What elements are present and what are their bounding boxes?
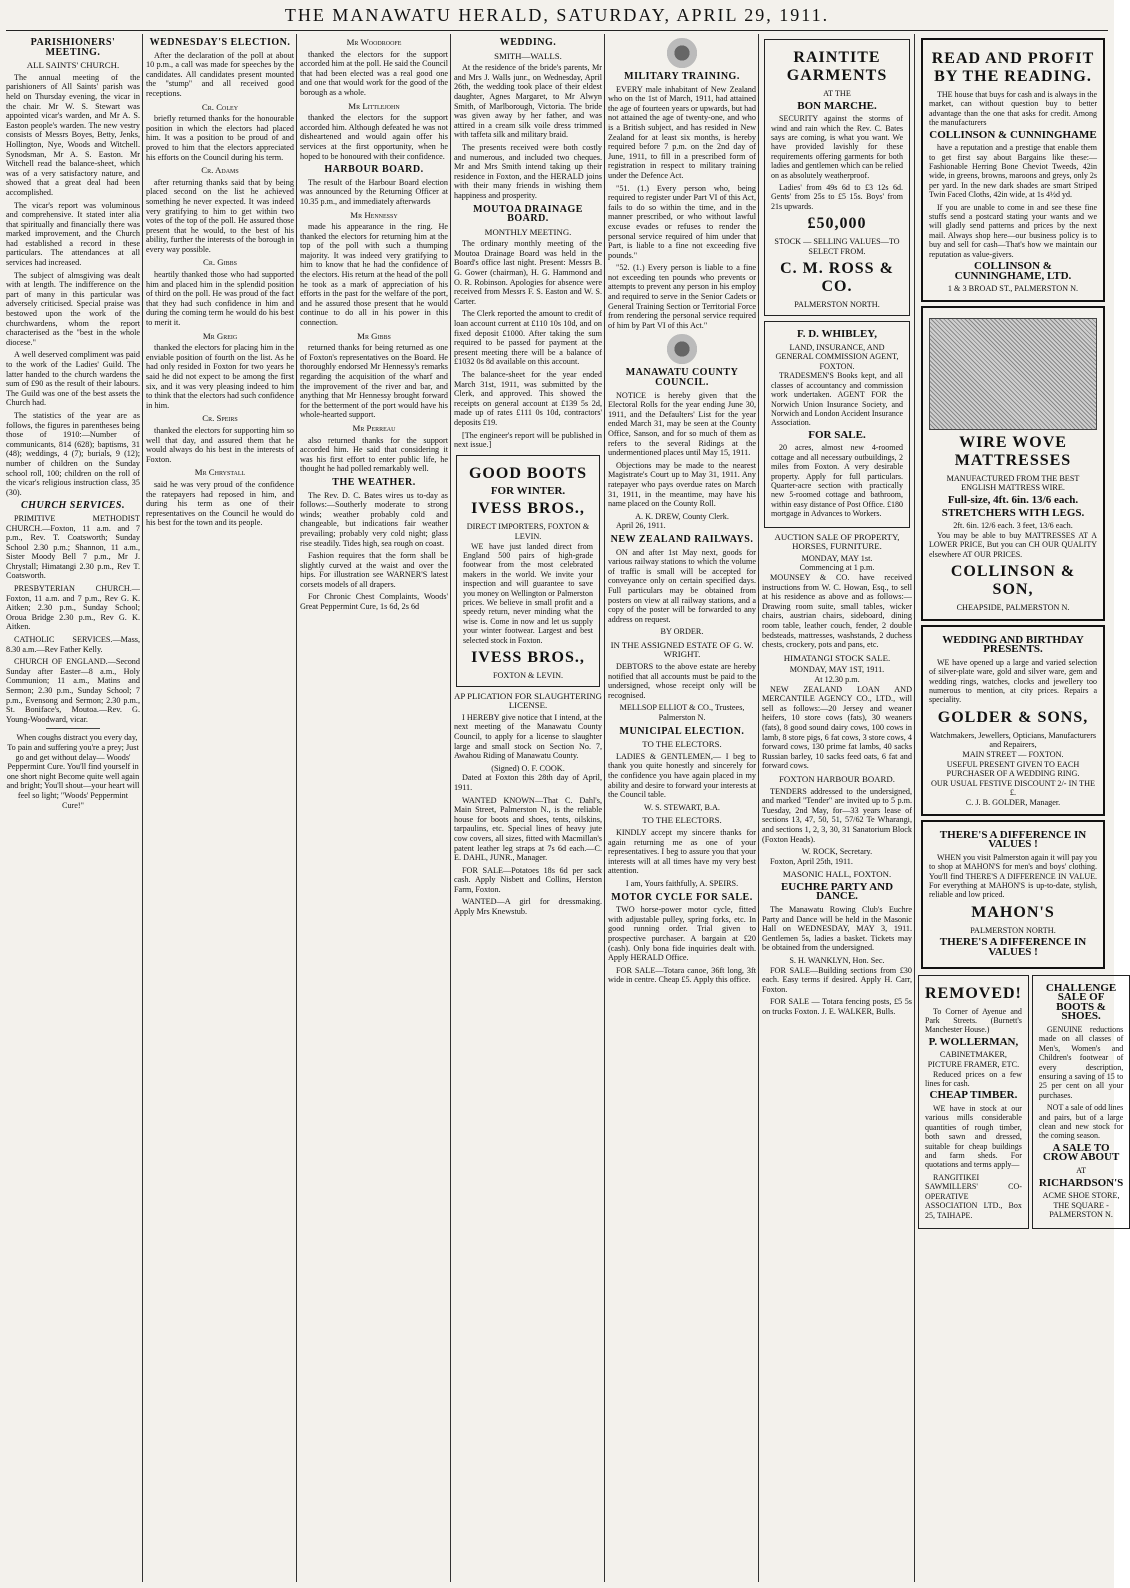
column-rule — [296, 34, 297, 1582]
advert-price: Full-size, 4ft. 6in. 13/6 each. — [947, 494, 1079, 507]
article-paragraph: The statistics of the year are as follows, the figures in parentheses being those of 1910:—Number of communicants, 814 (628); baptisms, 31 (48); weddings, 4 (7); burials, 9 (12); number of children on the Sunday school roll, 100; children on the roll of the vicar's religious instruction class, 35 (30). — [6, 410, 140, 497]
advert-firm: P. WOLLERMAN, — [928, 1035, 1019, 1048]
advert-text: NOT a sale of odd lines and pairs, but of a large clean and new stock for the coming season. — [1038, 1103, 1124, 1141]
article-paragraph: thanked the electors for placing him in the enviable position of fourth on the list. As he had only resided in Foxton for two years he said he did not expect to be among the first six, and it was very pleasing indeed to him to think that the electors had such confidence in him. — [146, 343, 295, 410]
speaker-name: Mr Littlejohn — [348, 100, 400, 111]
richardson-advert — [1032, 975, 1130, 1229]
advert-firm: IVESS BROS., — [471, 500, 585, 518]
article-paragraph: NEW ZEALAND LOAN AND MERCANTILE AGENCY CO., LTD., will sell as follows:—20 Jersey and weaner heifers, 10 store cows (fats), 30 weaners (fats), 8 good sound dairy cows, 100 cows in lamb, 8 store pigs, 6 fat cows, 3 store cows, 4 forward cows, 130 prime fat lambs, 40 sacks Russian barley, 10 sacks feed oats, 6 fat and forward cows. — [762, 684, 912, 771]
article-paragraph: also returned thanks for the support accorded him. He said that considering it was his first effort to enter public life, he thought he had polled remarkably well. — [300, 435, 448, 474]
municipal-election-heading: MUNICIPAL ELECTION. — [619, 725, 745, 737]
article-paragraph: heartily thanked those who had supported him and placed him in the splendid position of third on the poll. He was proud of the fact that they had such confidence in him and during the coming term he would do his best to merit it. — [146, 270, 294, 328]
whibley-advert — [764, 321, 910, 528]
masonic-hall-heading: MASONIC HALL, FOXTON. — [782, 869, 892, 880]
advert-text: WE have in stock at our various mills considerable quantities of rough timber, both sawn and dressed, suitable for cheap buildings and farm sheds. For quotations and terms apply— — [925, 1104, 1022, 1170]
advert-sale: A SALE TO CROW ABOUT — [1042, 1141, 1120, 1164]
mahons-advert — [921, 820, 1105, 969]
advert-discount: OUR USUAL FESTIVE DISCOUNT 2/- IN THE £. — [930, 778, 1096, 798]
speaker-name: Cr. Adams — [201, 165, 239, 176]
article-paragraph: The subject of almsgiving was dealt with at length. The indifference on the part of many in this particular was adversely criticised. Special praise was bestowed upon the work of the churchwardens, whom the report characterised as the "best in the whole diocese." — [6, 270, 140, 347]
service-entry: CHURCH OF ENGLAND.—Second Sunday after Easter—8 a.m., Holy Communion; 11 a.m., Matins and Sermon; 2.30 p.m., Sunday School; 7 p.m., Evensong and Sermon; 2.30 p.m., St. Boniface's, Moutoa.—Rev. G. Young-Woodward, vicar. — [6, 657, 140, 724]
classified-ad: WANTED KNOWN—That C. Dahl's, Main Street, Palmerston N., is the reliable house for boots and shoes, tents, oilskins, tarpaulins, etc. Special lines of heavy jute cow covers, all sizes, fitted with Macmillan's patent leather leg straps at 7s 6d each.—C. E. DAHL, JUNR., Manager. — [454, 795, 602, 863]
advert-store: BON MARCHE. — [797, 99, 877, 112]
article-paragraph: returned thanks for being returned as one of Foxton's representatives on the Board. He thoroughly endorsed Mr Hennessy's remarks regarding the acquisition of the wharf and the improvement of the river and bar, and anything that Mr Hennessy brought forward for the betterment of the port would have his whole-hearted support. — [300, 343, 448, 420]
advert-title: GOOD BOOTS — [468, 464, 588, 482]
motor-cycle-heading: MOTOR CYCLE FOR SALE. — [611, 891, 753, 903]
advert-amount: £50,000 — [807, 215, 867, 233]
article-paragraph: The balance-sheet for the year ended March 31st, 1911, was submitted by the Clerk, and approved. This showed the receipts on general account at £139 5s 2d, made up of rates £111 0s 10d, contractors' deposits £19. — [454, 370, 602, 427]
article-paragraph: NOTICE is hereby given that the Electoral Rolls for the year ending June 30, 1911, and the Defaulters' List for the year ended March 31, may be seen at the County Office, Sanson, and for so much of them as refers to the several Ridings at the undermentioned places until May 15, 1911. — [608, 390, 756, 458]
drainage-subheading: MONTHLY MEETING. — [484, 226, 572, 237]
military-training-heading: MILITARY TRAINING. — [624, 71, 740, 82]
advert-title: READ AND PROFIT BY THE READING. — [931, 50, 1095, 85]
date: Foxton, April 25th, 1911. — [770, 856, 853, 866]
advert-firm: C. M. ROSS & CO. — [780, 260, 894, 296]
speaker-name: Mr Chrystall — [194, 467, 246, 478]
speaker-name: Cr. Gibbs — [203, 257, 237, 268]
advert-gift: USEFUL PRESENT GIVEN TO EACH PURCHASER OF A WEDDING RING. — [946, 759, 1080, 779]
advert-firm: GOLDER & SONS, — [937, 708, 1089, 726]
article-paragraph: "52. (1.) Every person is liable to a fine not exceeding ten pounds who prevents or attempts to prevent any person in his employ and required to serve in the Senior Cadets or General Training Section or Territorial Force from rendering the personal service required of him by Part VI of this Act." — [608, 263, 756, 330]
article-paragraph: KINDLY accept my sincere thanks for again returning me as one of your representatives. I beg to assure you that your interests will at all times have my very best attention. — [608, 827, 756, 876]
advert-firm: IVESS BROS., — [471, 649, 585, 666]
estate-heading: IN THE ASSIGNED ESTATE OF G. W. WRIGHT. — [610, 639, 754, 660]
advert-at: AT THE — [823, 89, 851, 98]
date: April 26, 1911. — [616, 521, 666, 531]
drainage-board-heading: MOUTOA DRAINAGE BOARD. — [473, 203, 583, 225]
harbour-board-heading: HARBOUR BOARD. — [324, 164, 424, 176]
article-paragraph: The result of the Harbour Board election was announced by the Returning Officer at 10.35 p.m., and immediately afterwards — [300, 177, 448, 206]
signature: S. H. WANKLYN, Hon. Sec. — [789, 956, 885, 966]
notice-text: I HEREBY give notice that I intend, at the next meeting of the Manawatu County Council, to apply for a license to slaughter large and small stock on Section No. 7, Awahou Riding of Manawatu County. — [454, 712, 602, 761]
advert-price: 2ft. 6in. 12/6 each. 3 feet, 13/6 each. — [953, 521, 1073, 531]
article-paragraph: The vicar's report was voluminous and comprehensive. It stated inter alia that spiritually and financially there was marked improvement, and the Church had established a record in these particulars. The attendances at all services had increased. — [6, 200, 140, 268]
county-council-heading: MANAWATU COUNTY COUNCIL. — [625, 367, 739, 389]
article-paragraph: The ordinary monthly meeting of the Moutoa Drainage Board was held in the Board's office last night. Present: Messrs B. G. Gower (chairman), H. G. Hammond and O. R. Robinson. Apologies for absence were received from Messrs F. S. Easton and W. S. Carter. — [454, 239, 602, 306]
royal-crest-icon — [662, 38, 702, 68]
advert-store: ACME SHOE STORE, — [1042, 1191, 1120, 1201]
advert-text: have a reputation and a prestige that enable them to get first say about Bargains like these:—Fashionable Herring Bone Cheviot Tweeds, 42in wide, in greens, browns, maroons and greys, only 2s per yard. In the new dark shades are smart Striped Twin Faced Cloths, 42in wide, at 1s 4½d yd. — [929, 143, 1097, 200]
advert-line: DIRECT IMPORTERS, FOXTON & LEVIN. — [466, 522, 590, 541]
wollerman-advert — [918, 975, 1029, 1229]
service-entry: CATHOLIC SERVICES.—Mass, 8.30 a.m.—Rev Father Kelly. — [6, 635, 140, 654]
speaker-name: Mr Gibbs — [357, 330, 391, 341]
service-entry: PRESBYTERIAN CHURCH.—Foxton, 11 a.m. and 7 p.m., Rev G. K. Aitken; 2.30 p.m., Sunday School; Oroua Bridge 2.30 p.m., Rev G. K. Aitken. — [6, 584, 140, 632]
article-paragraph: ON and after 1st May next, goods for various railway stations to which the volume of traffic is small will be accepted for conveyance only on certain specified days. Full particulars may be obtained from posters on view at all railway stations, and a copy of the poster will be forwarded to any address on request. — [608, 547, 756, 624]
classified-ad: FOR SALE—Building sections from £30 each. Easy terms if desired. Apply H. Carr, Foxton. — [762, 965, 912, 994]
article-paragraph: At the residence of the bride's parents, Mr and Mrs J. Walls junr., on Wednesday, April 26th, the wedding took place of their eldest daughter, Agnes Margaret, to Mr Alwyn Smith, of Marlborough, Victoria. The bride was given away by her father, and was attired in a cream silk voile dress trimmed with taffeta silk and military braid. — [454, 63, 602, 140]
article-paragraph: For Chronic Chest Complaints, Woods' Great Peppermint Cure, 1s 6d, 2s 6d — [300, 592, 448, 612]
advert-firm: RICHARDSON'S — [1038, 1176, 1124, 1189]
article-paragraph: A well deserved compliment was paid to the work of the Ladies' Guild. The latter handed to the church wardens the sum of £90 as the result of their labours. The Guild was one of the best assets the Church had. — [6, 350, 140, 408]
advert-text: WE have opened up a large and varied selection of silver-plate ware, gold and silver ware, gem and wedding rings, watches, clocks and jewellery too numerous to mention, at city prices. Repairs a speciality. — [929, 657, 1097, 705]
speaker-name: Mr Hennessy — [350, 209, 398, 220]
advert-title: WIRE WOVE MATTRESSES — [954, 433, 1072, 469]
article-paragraph: briefly returned thanks for the honourable position in which the electors had placed him. It was a position to be proud of and proved to him that the electors appreciated his efforts on the Council during his term. — [146, 114, 294, 162]
article-paragraph: made his appearance in the ring. He thanked the electors for returning him at the top of the poll with such a thumping majority. It was indeed very gratifying to him to know that he had the confidence of the electors. His return at the head of the poll he took as a mark of appreciation of his efforts in the past for the welfare of the port, and he assured those present that he would continue to do all in his power in this connection. — [300, 222, 448, 328]
auction-date: MONDAY, MAY 1st. — [801, 553, 873, 563]
article-paragraph: thanked the electors for the support accorded him at the poll. He said the Council that had been elected was a real good one and one that would work for the good of the borough as a whole. — [300, 49, 449, 97]
signature: W. ROCK, Secretary. — [801, 847, 873, 857]
article-paragraph: After the declaration of the poll at about 10 p.m., a call was made for speeches by the candidates. All candidates present mounted the "stump" and all received good receptions. — [146, 50, 294, 98]
article-paragraph: [The engineer's report will be published in next issue.] — [454, 430, 602, 450]
royal-crest-icon — [662, 334, 702, 364]
article-paragraph: Fashion requires that the form shall be slightly curved at the waist and over the hips. For illustration see WARNER'S latest corsets models of all drapers. — [300, 551, 448, 589]
speaker-name: Cr. Speirs — [202, 413, 238, 424]
column-rule — [450, 34, 451, 1582]
advert-subtitle: LAND, INSURANCE, AND GENERAL COMMISSION AGENT, FOXTON. — [775, 342, 899, 371]
advert-firm: F. D. WHIBLEY, — [797, 328, 877, 341]
advert-text: You may be able to buy MATTRESSES AT A LOWER PRICE, But you can CH OUR QUALITY elsewhere AT OUR PRICES. — [929, 530, 1097, 559]
auction-time: Commencing at 1 p.m. — [799, 563, 875, 573]
advert-address: MAIN STREET — FOXTON. — [962, 750, 1064, 760]
article-paragraph: DEBTORS to the above estate are hereby notified that all accounts must be paid to the undersigned, whose receipt only will be recognised. — [608, 662, 756, 700]
advert-stock: STOCK — SELLING VALUES—TO SELECT FROM. — [774, 237, 900, 256]
article-paragraph: thanked the electors for supporting him so well that day, and assured them that he would always do his best in the interests of Foxton. — [146, 425, 294, 464]
wedding-subheading: SMITH—WALLS. — [494, 50, 562, 61]
advert-title: THERE'S A DIFFERENCE IN VALUES ! — [939, 828, 1087, 851]
article-paragraph: thanked the electors for the support accorded him. Although defeated he was not disheartened and would again offer his services at the first opportunity, when he hoped to be honoured with their confidence. — [300, 113, 448, 161]
column-3 — [300, 34, 448, 1582]
advert-trade: CABINETMAKER, PICTURE FRAMER, ETC. — [927, 1050, 1020, 1070]
stock-sale-heading: HIMATANGI STOCK SALE. — [783, 652, 891, 663]
column-2 — [146, 34, 294, 1582]
verse: When coughs distract you every day, To pain and suffering you're a prey; Just go and get without delay— Woods' Peppermint Cure. You'll find yourself in one short night Become quite well again and bright; You'll shout—your heart will feel so light; "Woods' Peppermint Cure!" — [6, 733, 140, 810]
advert-title: REMOVED! — [925, 984, 1022, 1002]
to-electors: TO THE ELECTORS. — [642, 739, 722, 750]
classified-ad: WANTED—A girl for dressmaking. Apply Mrs Knewstub. — [454, 897, 602, 917]
advert-legs: STRETCHERS WITH LEGS. — [941, 506, 1085, 519]
advert-address: CHEAPSIDE, PALMERSTON N. — [956, 603, 1070, 613]
advert-firm: COLLINSON & CUNNINGHAME, LTD. — [954, 260, 1072, 282]
article-paragraph: LADIES & GENTLEMEN,— I beg to thank you quite honestly and sincerely for the confidence you have again placed in my ability and desire to forward your interests at the Council table. — [608, 751, 756, 800]
article-paragraph: The Manawatu Rowing Club's Euchre Party and Dance will be held in the Masonic Hall on WEDNESDAY, MAY 3, 1911. Gentlemen 5s, ladies a basket. Tickets may be obtained from the undersigned. — [762, 905, 912, 953]
mattress-illustration-icon — [929, 318, 1097, 430]
notice-signature: (Signed) O. F. COOK. — [491, 763, 565, 773]
divider — [46, 728, 100, 729]
advert-firm: COLLINSON & CUNNINGHAME — [929, 128, 1097, 141]
weather-heading: THE WEATHER. — [332, 476, 416, 488]
advert-prices: Ladies' from 49s 6d to £3 12s 6d. Gents' from 25s to £5 15s. Boys' from 21s upwards. — [771, 183, 903, 211]
classified-ad: FOR SALE—Potatoes 18s 6d per sack cash. Apply Nisbett and Collins, Herston Farm, Foxton. — [454, 865, 602, 894]
advert-subtitle: MANUFACTURED FROM THE BEST ENGLISH MATTRESS WIRE. — [946, 473, 1080, 493]
speaker-name: Mr Greig — [202, 330, 238, 341]
column-rule — [142, 34, 143, 1582]
to-electors: TO THE ELECTORS. — [642, 815, 722, 826]
article-paragraph: EVERY male inhabitant of New Zealand who on the 1st of March, 1911, had attained the age of fourteen years or upwards, but had not attained the age of twenty-one, and who is a British subject, and has resided in New Zealand for at least six months, is hereby required before 7 p.m. on the 2nd day of June, 1911, to fill in a prescribed form of registration in respect to military training under the Defence Act. — [608, 84, 757, 180]
euchre-title: EUCHRE PARTY AND DANCE. — [780, 880, 894, 903]
article-paragraph: "51. (1.) Every person who, being required to register under Part VI of this Act, fails to do so within the time, and in the manner prescribed, or who without lawful excuse evades or refuses to render the personal service required of him under that Part, is liable to a fine not exceeding five pounds." — [608, 183, 756, 260]
railways-heading: NEW ZEALAND RAILWAYS. — [610, 533, 754, 545]
classified-ad: FOR SALE — Totara fencing posts, £5 5s on trucks Foxton. J. E. WALKER, Bulls. — [762, 997, 912, 1016]
stock-sale-date: MONDAY, MAY 1ST, 1911. — [789, 665, 885, 675]
advert-location: PALMERSTON NORTH. — [794, 300, 880, 310]
column-1 — [6, 34, 140, 1582]
article-paragraph: TENDERS addressed to the undersigned, and marked "Tender" are invited up to 5 p.m. Tuesday, 2nd May, for—33 years lease of sections 13, 47, 50, 51, 57/62 Te Wharangi, and sections 1, 2, 3, 30, 31 Sanatorium Block (Foxton Heads). — [762, 786, 912, 844]
speaker-name: Cr. Coley — [201, 101, 239, 112]
advert-firm: MAHON'S — [971, 903, 1055, 921]
signature: MELLSOP ELLIOT & CO., Trustees, Palmerston N. — [619, 703, 745, 723]
advert-text: To Corner of Ayenue and Park Streets. (Burnett's Manchester House.) — [925, 1006, 1022, 1035]
advert-location: FOXTON & LEVIN. — [492, 671, 564, 680]
by-order: BY ORDER. — [660, 627, 704, 637]
masthead-rule — [6, 30, 1108, 31]
notice-heading: AP PLICATION FOR SLAUGHTERING LICENSE. — [454, 690, 603, 711]
column-5 — [608, 34, 756, 1582]
advert-subtitle: FOR WINTER. — [490, 484, 566, 497]
golder-advert — [921, 625, 1105, 816]
advert-firm: COLLINSON & SON, — [950, 563, 1076, 599]
article-paragraph: The annual meeting of the parishioners of All Saints' parish was held on Thursday evening, the vicar in the chair. Mr W. S. Stewart was appointed vicar's warden, and Mr A. S. Easton people's warden. The new vestry consists of Messrs Boyes, Betty, Jenks, Hollington, Nye, Woods and Witchell. Synodsman, Mr A. S. Easton. Mr Witchell read the balance-sheet, which was of a very satisfactory nature, and showed that a great deal had been accomplished. — [6, 72, 140, 197]
speaker-name: Mr Perreau — [352, 422, 396, 433]
harbour-tender-heading: FOXTON HARBOUR BOARD. — [779, 773, 895, 784]
advert-title: RAINTITE GARMENTS — [786, 49, 888, 84]
advert-text: THE house that buys for cash and is always in the market, can without question buy to better advantage than the one that asks for credit. Among the manufacturers — [929, 90, 1097, 128]
advert-at: AT — [1076, 1166, 1087, 1176]
auction-heading: AUCTION SALE OF PROPERTY, HORSES, FURNITURE. — [774, 531, 900, 552]
article-paragraph: The presents received were both costly and numerous, and included two cheques. Mr and Mrs Smith intend taking up their residence in Foxton, and the HERALD joins with their many friends in wishing them happiness and prosperity. — [454, 142, 602, 200]
advert-trade: Watchmakers, Jewellers, Opticians, Manufacturers and Repairers, — [929, 730, 1097, 750]
column-rule — [604, 34, 605, 1582]
masthead-title: THE MANAWATU HERALD, SATURDAY, APRIL 29, 1911. — [284, 5, 830, 25]
notice-date: Dated at Foxton this 28th day of April, 1911. — [454, 773, 602, 792]
column-7 — [918, 34, 1124, 1582]
advert-text: 20 acres, almost new 4-roomed cottage and all necessary outbuildings, 2 miles from Foxton. A very desirable property. Apply for full particulars. Quarter-acre section with practically new 5-roomed cottage and bathroom, within easy distance of Post Office. £180 mortgage in Advances to Workers. — [771, 443, 903, 519]
advert-title: WEDDING AND BIRTHDAY PRESENTS. — [942, 633, 1084, 656]
article-paragraph: Objections may be made to the nearest Magistrate's Court up to May 31, 1911. Any ratepayer who pays overdue rates on March 31, 1911, in the meantime, may have his name placed on the County Roll. — [608, 460, 756, 509]
service-entry: PRIMITIVE METHODIST CHURCH.—Foxton, 11 a.m. and 7 p.m., Rev. T. Coatsworth; Sunday School 2.30 p.m.; Shannon, 11 a.m., Sister Moody Bell 7 p.m., Mr J. Chrystall; Himatangi 2.30 p.m., Rev T. Coatsworth. — [6, 513, 140, 581]
advert-text: GENUINE reductions made on all classes of Men's, Women's and Children's footwear of every description, ensuring a saving of 15 to 25 per cent on all your purchases. — [1038, 1025, 1124, 1100]
column-rule — [914, 34, 915, 1582]
article-paragraph: The Clerk reported the amount to credit of loan account current at £110 10s 10d, and on fixed deposit £1000. After taking the sum required to be passed for payment at the present meeting there will be a balance of £1032 0s 8d available on this account. — [454, 309, 602, 367]
advert-address: 1 & 3 BROAD ST., PALMERSTON N. — [947, 284, 1079, 294]
signature: I am, Yours faithfully, A. SPEIRS. — [625, 878, 739, 888]
advert-text: TRADESMEN'S Books kept, and all classes of accountancy and commission work undertaken. AGENT FOR the Norwich Union Insurance Society, and Norwich and London Accident Insurance Association. — [771, 371, 903, 428]
advert-firm: RANGITIKEI SAWMILLERS' CO-OPERATIVE ASSOCIATION LTD., Box 25, TAIHAPE. — [925, 1172, 1022, 1220]
article-paragraph: TWO horse-power motor cycle, fitted with adjustable pulley, spring forks, etc. In good running order. Trial given to prospective purchaser. A bargain at £20 (cash). Only bona fide inquiries dealt with. Apply HERALD Office. — [608, 905, 756, 963]
article-paragraph: after returning thanks said that by being placed second on the list he achieved something he never expected. It was indeed very gratifying to him to get within two votes of the top of the poll. He assured those present that he would, to the best of his ability, further the interests of the borough in every way possible. — [146, 177, 294, 254]
advert-text: WHEN you visit Palmerston again it will pay you to shop at MAHON'S for men's and boys' clothing. You'll find THERE'S A DIFFERENCE IN VALUE. For everything at MAHON'S is up-to-date, stylish, reliable and low priced. — [929, 852, 1097, 900]
advert-address: THE SQUARE - PALMERSTON N. — [1049, 1200, 1113, 1220]
classified-ad: FOR SALE—Totara canoe, 36ft long, 3ft wide in centre. Cheap £5. Apply this office. — [608, 965, 756, 985]
signature: A. K. DREW, County Clerk. — [635, 511, 729, 521]
advert-text: If you are unable to come in and see these fine stuffs send a postcard stating your wants and we will gladly send patterns and prices by the next mail. Always shop here—our business policy is to buy and sell for cash—That's how we maintain our reputation as value-givers. — [929, 202, 1097, 259]
raintite-advert — [764, 39, 910, 316]
article-paragraph: MOUNSEY & CO. have received instructions from W. C. Howan, Esq., to sell at his residence as above and as follows:—Drawing room suite, small tables, wicker chairs, austrian chairs, sideboard, dining room table, leather couch, fender, 2 double bedsteads, mattresses, washstands, 2 duchess chests, crockery, pots and pans, etc. — [762, 573, 912, 650]
timber-title: CHEAP TIMBER. — [929, 1089, 1018, 1102]
article-paragraph: said he was very proud of the confidence the ratepayers had reposed in him, and during his term as one of their representatives on the Council he would do his best for the town and its people. — [146, 479, 294, 528]
advert-text: SECURITY against the storms of wind and rain which the Rev. C. Bates says are coming, is what you want. We have provided lavishly for these requirements offering garments for both ladies and gentlemen which can be relied on as absolutely weatherproof. — [771, 114, 903, 180]
advert-signature: C. J. B. GOLDER, Manager. — [965, 798, 1061, 808]
advert-title: CHALLENGE SALE OF BOOTS & SHOES. — [1045, 981, 1117, 1023]
advert-text: Reduced prices on a few lines for cash. — [925, 1069, 1022, 1089]
mattress-advert — [921, 306, 1105, 621]
article-paragraph: The Rev. D. C. Bates wires us to-day as follows:—Southerly moderate to strong winds; weather probably cold and changeable, but indications fair weather prevailing; probably very cold night; glass rise steadily. Tides high, sea rough on coast. — [300, 490, 448, 548]
stock-sale-time: At 12.30 p.m. — [814, 675, 860, 684]
election-heading: WEDNESDAY'S ELECTION. — [149, 37, 291, 48]
church-services-heading: CHURCH SERVICES. — [21, 500, 125, 512]
advert-text: WE have just landed direct from England 500 pairs of high-grade footwear from the most celebrated makers in the world. We invite your inspection and will guarantee to save you money on Wellington or Palmerston prices. We believe in small profit and a speedy return, never minding what the wise is. Come in now and let us supply your winter footwear. Largest and best selected stock in Foxton. — [463, 541, 593, 645]
parishioners-subheading: ALL SAINTS' CHURCH. — [26, 60, 120, 71]
for-sale-heading: FOR SALE. — [808, 428, 866, 441]
signature: W. S. STEWART, B.A. — [644, 802, 720, 812]
masthead — [0, 0, 1114, 30]
boots-advert — [456, 455, 600, 687]
speaker-name: Mr Woodroofe — [346, 37, 402, 47]
bottom-adverts — [918, 973, 1124, 1231]
column-6 — [762, 34, 912, 1582]
wedding-heading: WEDDING. — [499, 37, 557, 48]
column-rule — [758, 34, 759, 1582]
advert-location: PALMERSTON NORTH. — [970, 925, 1056, 935]
column-4 — [454, 34, 602, 1582]
collinson-cunninghame-advert — [921, 38, 1105, 302]
parishioners-heading: PARISHIONERS' MEETING. — [30, 37, 116, 58]
advert-footer: THERE'S A DIFFERENCE IN VALUES ! — [939, 936, 1087, 959]
